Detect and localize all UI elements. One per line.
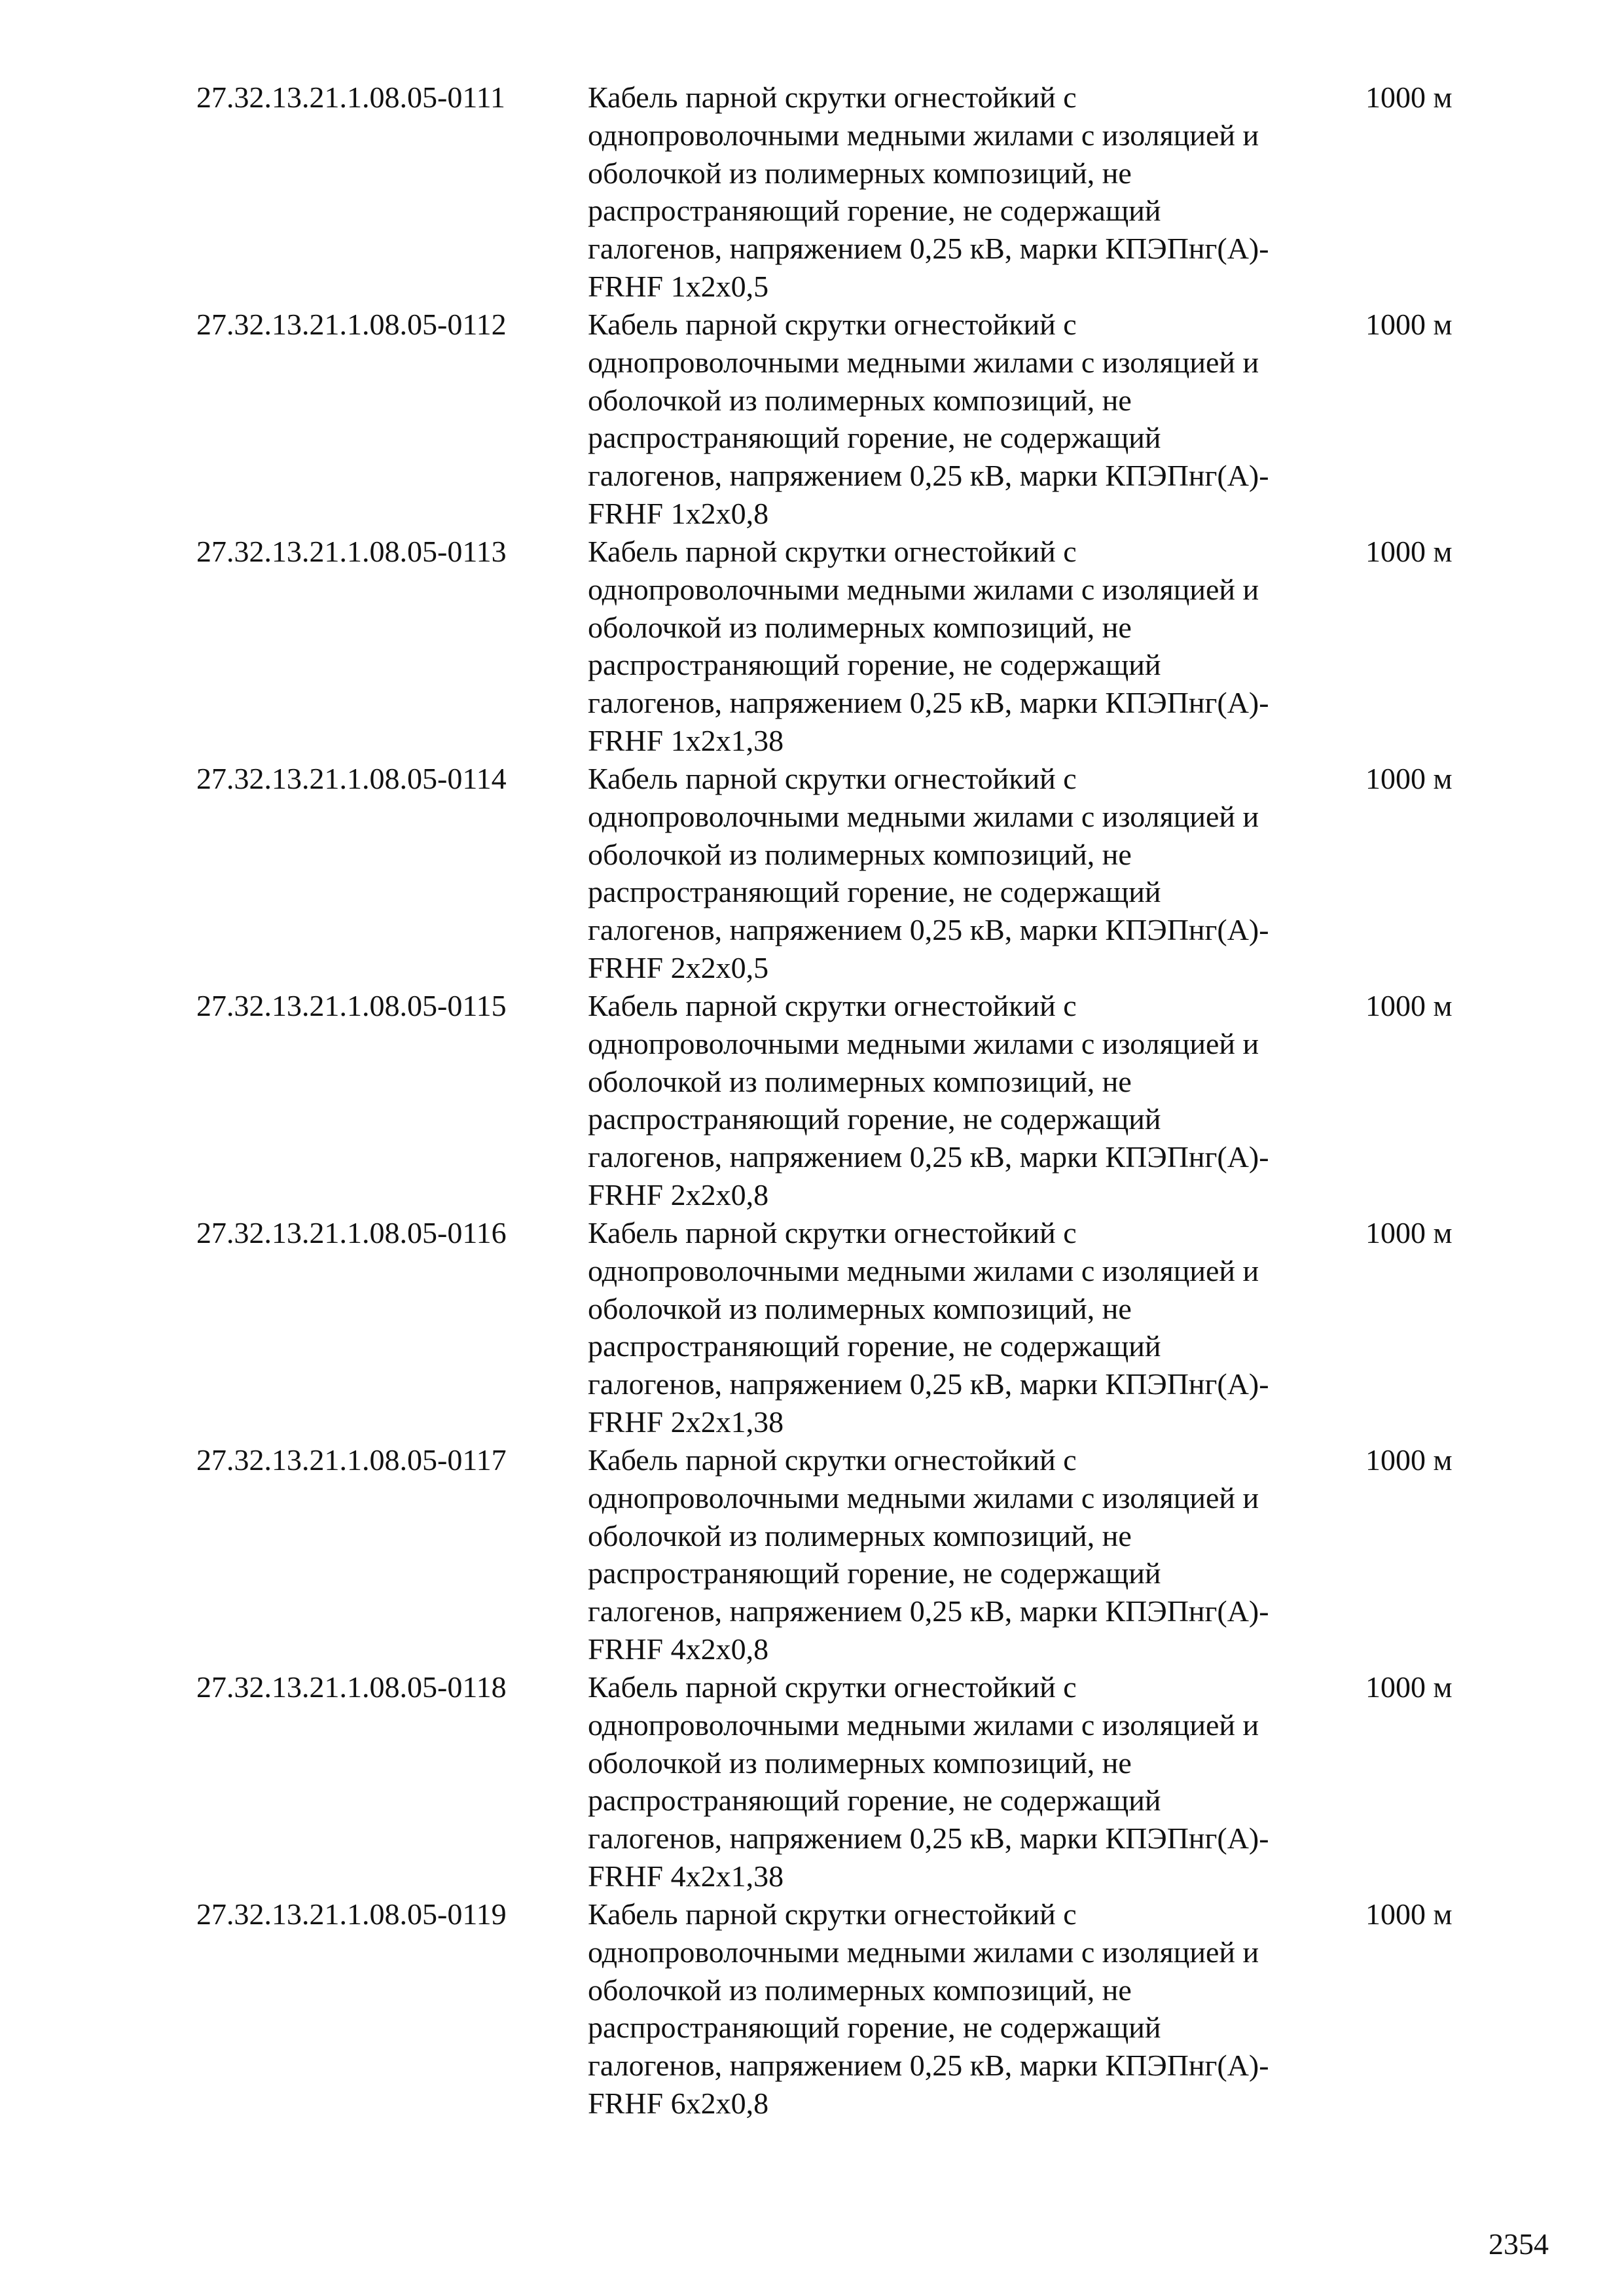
resource-description: Кабель парной скрутки огнестойкий с однопроволочными медными жилами с изоляцией и оболочкой из полимерных композиций, не распространяющий горение, не содержащий галогенов, напряжением 0,25 кВ, марки КПЭПнг(А)- FRHF 1х2х1,38	[588, 535, 1269, 757]
resource-unit: 1000 м	[1365, 81, 1453, 114]
list-item	[196, 1668, 1479, 1895]
resource-description: Кабель парной скрутки огнестойкий с однопроволочными медными жилами с изоляцией и оболочкой из полимерных композиций, не распространяющий горение, не содержащий галогенов, напряжением 0,25 кВ, марки КПЭПнг(А)- FRHF 6х2х0,8	[588, 1897, 1269, 2120]
resource-description: Кабель парной скрутки огнестойкий с однопроволочными медными жилами с изоляцией и оболочкой из полимерных композиций, не распространяющий горение, не содержащий галогенов, напряжением 0,25 кВ, марки КПЭПнг(А)- FRHF 2х2х1,38	[588, 1216, 1269, 1439]
resource-list	[196, 79, 1479, 2123]
resource-description: Кабель парной скрутки огнестойкий с однопроволочными медными жилами с изоляцией и оболочкой из полимерных композиций, не распространяющий горение, не содержащий галогенов, напряжением 0,25 кВ, марки КПЭПнг(А)- FRHF 2х2х0,8	[588, 989, 1269, 1211]
resource-description: Кабель парной скрутки огнестойкий с однопроволочными медными жилами с изоляцией и оболочкой из полимерных композиций, не распространяющий горение, не содержащий галогенов, напряжением 0,25 кВ, марки КПЭПнг(А)- FRHF 4х2х1,38	[588, 1670, 1269, 1893]
resource-unit: 1000 м	[1365, 762, 1453, 795]
resource-code: 27.32.13.21.1.08.05-0114	[196, 762, 507, 795]
list-item	[196, 987, 1479, 1214]
resource-code: 27.32.13.21.1.08.05-0115	[196, 989, 507, 1022]
page-number: 2354	[1489, 2227, 1549, 2261]
resource-unit: 1000 м	[1365, 1216, 1453, 1249]
resource-description: Кабель парной скрутки огнестойкий с однопроволочными медными жилами с изоляцией и оболочкой из полимерных композиций, не распространяющий горение, не содержащий галогенов, напряжением 0,25 кВ, марки КПЭПнг(А)- FRHF 1х2х0,5	[588, 81, 1269, 303]
resource-unit: 1000 м	[1365, 989, 1453, 1022]
resource-code: 27.32.13.21.1.08.05-0112	[196, 308, 507, 341]
resource-unit: 1000 м	[1365, 1443, 1453, 1477]
resource-description: Кабель парной скрутки огнестойкий с однопроволочными медными жилами с изоляцией и оболочкой из полимерных композиций, не распространяющий горение, не содержащий галогенов, напряжением 0,25 кВ, марки КПЭПнг(А)- FRHF 2х2х0,5	[588, 762, 1269, 984]
list-item	[196, 1214, 1479, 1441]
list-item	[196, 1441, 1479, 1668]
resource-code: 27.32.13.21.1.08.05-0116	[196, 1216, 507, 1249]
resource-description: Кабель парной скрутки огнестойкий с однопроволочными медными жилами с изоляцией и оболочкой из полимерных композиций, не распространяющий горение, не содержащий галогенов, напряжением 0,25 кВ, марки КПЭПнг(А)- FRHF 1х2х0,8	[588, 308, 1269, 530]
list-item	[196, 1895, 1479, 2123]
resource-unit: 1000 м	[1365, 308, 1453, 341]
resource-unit: 1000 м	[1365, 535, 1453, 568]
list-item	[196, 306, 1479, 533]
resource-code: 27.32.13.21.1.08.05-0113	[196, 535, 507, 568]
resource-unit: 1000 м	[1365, 1897, 1453, 1931]
resource-code: 27.32.13.21.1.08.05-0118	[196, 1670, 507, 1704]
resource-code: 27.32.13.21.1.08.05-0119	[196, 1897, 507, 1931]
resource-description: Кабель парной скрутки огнестойкий с однопроволочными медными жилами с изоляцией и оболочкой из полимерных композиций, не распространяющий горение, не содержащий галогенов, напряжением 0,25 кВ, марки КПЭПнг(А)- FRHF 4х2х0,8	[588, 1443, 1269, 1666]
list-item	[196, 79, 1479, 306]
resource-unit: 1000 м	[1365, 1670, 1453, 1704]
list-item	[196, 760, 1479, 987]
list-item	[196, 533, 1479, 760]
resource-code: 27.32.13.21.1.08.05-0117	[196, 1443, 507, 1477]
resource-code: 27.32.13.21.1.08.05-0111	[196, 81, 505, 114]
